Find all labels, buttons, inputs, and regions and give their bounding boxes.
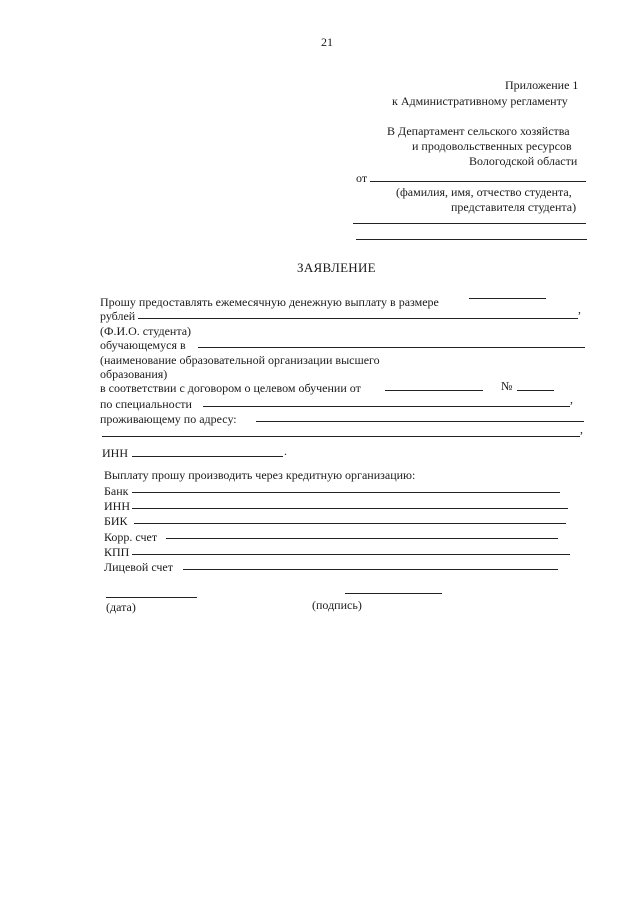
inn-label: ИНН (102, 446, 128, 460)
address-label: проживающему по адресу: (100, 412, 237, 426)
payment-request-text: Прошу предоставлять ежемесячную денежную выплату в размере (100, 295, 439, 309)
rubles-label: рублей (100, 309, 136, 323)
bank-field-line[interactable] (132, 492, 560, 493)
address-field-line[interactable] (256, 421, 584, 422)
address-field-line-2[interactable] (102, 436, 580, 437)
regulation-label: к Административному регламенту (392, 94, 568, 108)
bik-field-line[interactable] (134, 523, 566, 524)
addressee-line-1: В Департамент сельского хозяйства (387, 124, 570, 138)
bank-inn-field-label: ИНН (104, 499, 130, 513)
amount-field-line[interactable] (469, 298, 546, 299)
date-hint: (дата) (106, 600, 136, 614)
kpp-field-label: КПП (104, 545, 130, 559)
student-name-field-line[interactable] (138, 318, 578, 319)
corr-account-field-line[interactable] (166, 538, 558, 539)
addressee-line-2: и продовольственных ресурсов (412, 139, 572, 153)
from-extra-line-1[interactable] (353, 223, 586, 224)
corr-account-field-label: Корр. счет (104, 530, 158, 544)
appendix-label: Приложение 1 (505, 78, 579, 92)
comma: , (578, 302, 581, 316)
from-hint-1: (фамилия, имя, отчество студента, (396, 185, 572, 199)
from-extra-line-2[interactable] (356, 239, 587, 240)
organization-hint-2: образования) (100, 367, 168, 381)
period: . (284, 444, 287, 458)
number-sign: № (501, 379, 513, 393)
from-label: от (356, 171, 368, 185)
organization-hint-1: (наименование образовательной организации высшего (100, 353, 380, 367)
contract-number-field-line[interactable] (517, 390, 554, 391)
contract-label: в соответствии с договором о целевом обучении от (100, 381, 361, 395)
student-name-hint: (Ф.И.О. студента) (100, 324, 192, 338)
personal-account-field-line[interactable] (183, 569, 558, 570)
date-field-line[interactable] (106, 597, 197, 598)
personal-account-field-label: Лицевой счет (104, 560, 174, 574)
bik-field-label: БИК (104, 514, 128, 528)
signature-field-line[interactable] (345, 593, 442, 594)
contract-date-field-line[interactable] (385, 390, 483, 391)
page-number: 21 (321, 35, 333, 49)
specialty-label: по специальности (100, 397, 192, 411)
bank-field-label: Банк (104, 484, 129, 498)
studying-at-label: обучающемуся в (100, 338, 186, 352)
bank-inn-field-line[interactable] (132, 508, 568, 509)
bank-intro: Выплату прошу производить через кредитную организацию: (104, 468, 416, 482)
organization-field-line[interactable] (198, 347, 585, 348)
addressee-line-3: Вологодской области (469, 154, 578, 168)
specialty-field-line[interactable] (203, 406, 570, 407)
inn-field-line[interactable] (132, 456, 283, 457)
comma: , (580, 422, 583, 436)
from-field-line[interactable] (370, 181, 586, 182)
from-hint-2: представителя студента) (451, 200, 577, 214)
kpp-field-line[interactable] (132, 554, 570, 555)
signature-hint: (подпись) (312, 598, 362, 612)
document-title: ЗАЯВЛЕНИЕ (297, 260, 376, 275)
comma: , (570, 392, 573, 406)
